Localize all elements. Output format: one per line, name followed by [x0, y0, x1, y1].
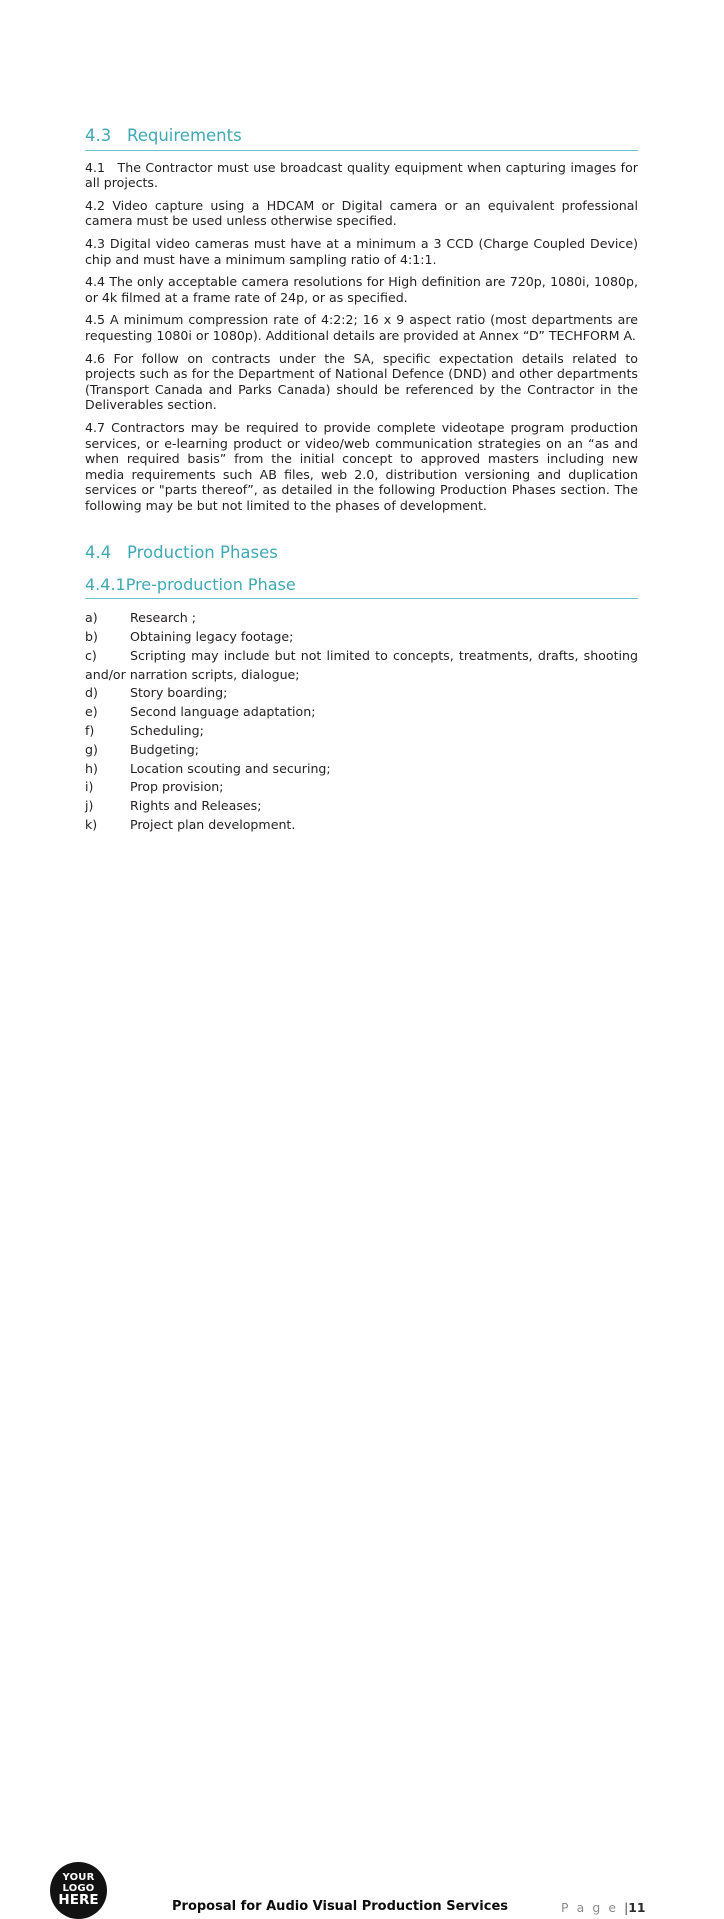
list-item — [85, 722, 638, 741]
paragraph-4-2: 4.2 Video capture using a HDCAM or Digital camera or an equivalent professional camera must be used unless otherwise specified. — [85, 197, 643, 229]
list-item-text: Obtaining legacy footage; — [130, 628, 294, 644]
list-item-text: Second language adaptation; — [130, 704, 316, 720]
footer-page-number — [561, 1900, 646, 1915]
list-item — [85, 760, 638, 779]
paragraph-4-1: 4.1 The Contractor must use broadcast quality equipment when capturing images for all projects. — [85, 159, 642, 191]
spacer — [85, 151, 638, 160]
list-item-label: j) — [85, 798, 94, 814]
list-item — [85, 628, 638, 647]
list-item-text: Research ; — [130, 610, 197, 626]
list-item-text: Scheduling; — [130, 722, 204, 738]
list-item-label: k) — [85, 816, 98, 832]
list-item-label: g) — [85, 741, 98, 757]
spacer — [85, 599, 638, 609]
list-item-label: a) — [85, 610, 98, 626]
list-item-label: c) — [85, 647, 97, 663]
list-item-text: Story boarding; — [130, 685, 228, 701]
heading-4-4-production-phases: 4.4 Production Phases — [85, 542, 278, 562]
logo-line-3: HERE — [58, 1891, 99, 1908]
heading-4-3-requirements: 4.3 Requirements — [85, 126, 638, 151]
list-item-text: Project plan development. — [130, 816, 296, 832]
paragraph-4-5: 4.5 A minimum compression rate of 4:2:2; 16 x 9 aspect ratio (most departments are requesting 1080i or 1080p). Additional details are provided at Annex “D” TECHFORM A. — [85, 312, 643, 343]
list-item-label: d) — [85, 685, 98, 701]
list-item — [85, 816, 638, 835]
paragraph-4-3: 4.3 Digital video cameras must have at a minimum a 3 CCD (Charge Coupled Device) chip and must have a minimum sampling ratio of 4:1:1. — [85, 236, 643, 267]
paragraph-4-7: 4.7 Contractors may be required to provide complete videotape program production services, or e-learning product or video/web communication strategies on an “as and when required basis” from the initial concept to approved masters including new media requirements such AB files, web 2.0, distribution versioning and duplication services or "parts thereof”, as detailed in the following Production Phases section. The following may be but not limited to the phases of development. — [85, 419, 643, 513]
page-label: P a g e — [561, 1900, 625, 1915]
footer-document-title: Proposal for Audio Visual Production Services — [172, 1899, 508, 1914]
list-item — [85, 703, 638, 722]
list-item — [85, 797, 638, 816]
list-item — [85, 778, 638, 797]
spacer — [85, 563, 638, 575]
list-item — [85, 609, 638, 628]
list-item-text: Budgeting; — [130, 741, 200, 757]
paragraph-4-4: 4.4 The only acceptable camera resolutions for High definition are 720p, 1080i, 1080p, or 4k filmed at a frame rate of 24p, or as specified. — [85, 274, 643, 305]
logo-line-2: LOGO — [62, 1882, 95, 1894]
list-item-text: Prop provision; — [130, 779, 224, 795]
paragraph-4-6: 4.6 For follow on contracts under the SA, specific expectation details related to projects such as for the Department of National Defence (DND) and other departments (Transport Canada and Parks Canada) should be referenced by the Contractor in the Deliverables section. — [85, 350, 643, 413]
list-item-label: b) — [85, 628, 98, 644]
list-item-text: Scripting may include but not limited to concepts, treatments, drafts, shooting and/or narration scripts, dialogue; — [85, 647, 643, 682]
list-item — [85, 741, 638, 760]
list-item-label: i) — [85, 779, 94, 795]
list-item-text: Rights and Releases; — [130, 798, 262, 814]
list-item — [85, 684, 638, 703]
list-item — [85, 647, 643, 685]
page-number-value: 11 — [628, 1900, 646, 1915]
spacer — [85, 521, 638, 543]
list-item-label: e) — [85, 704, 98, 720]
page-separator: | — [624, 1900, 629, 1915]
list-item-label: f) — [85, 722, 95, 738]
page-footer — [0, 928, 724, 1915]
list-item-text: Location scouting and securing; — [130, 760, 331, 776]
pre-production-task-list — [85, 609, 643, 835]
heading-4-4-1-pre-production-phase: 4.4.1Pre-production Phase — [85, 575, 638, 599]
list-item-label: h) — [85, 760, 98, 776]
document-content — [85, 126, 643, 835]
logo-line-1: YOUR — [62, 1872, 95, 1884]
logo-placeholder-icon — [50, 1862, 107, 1919]
